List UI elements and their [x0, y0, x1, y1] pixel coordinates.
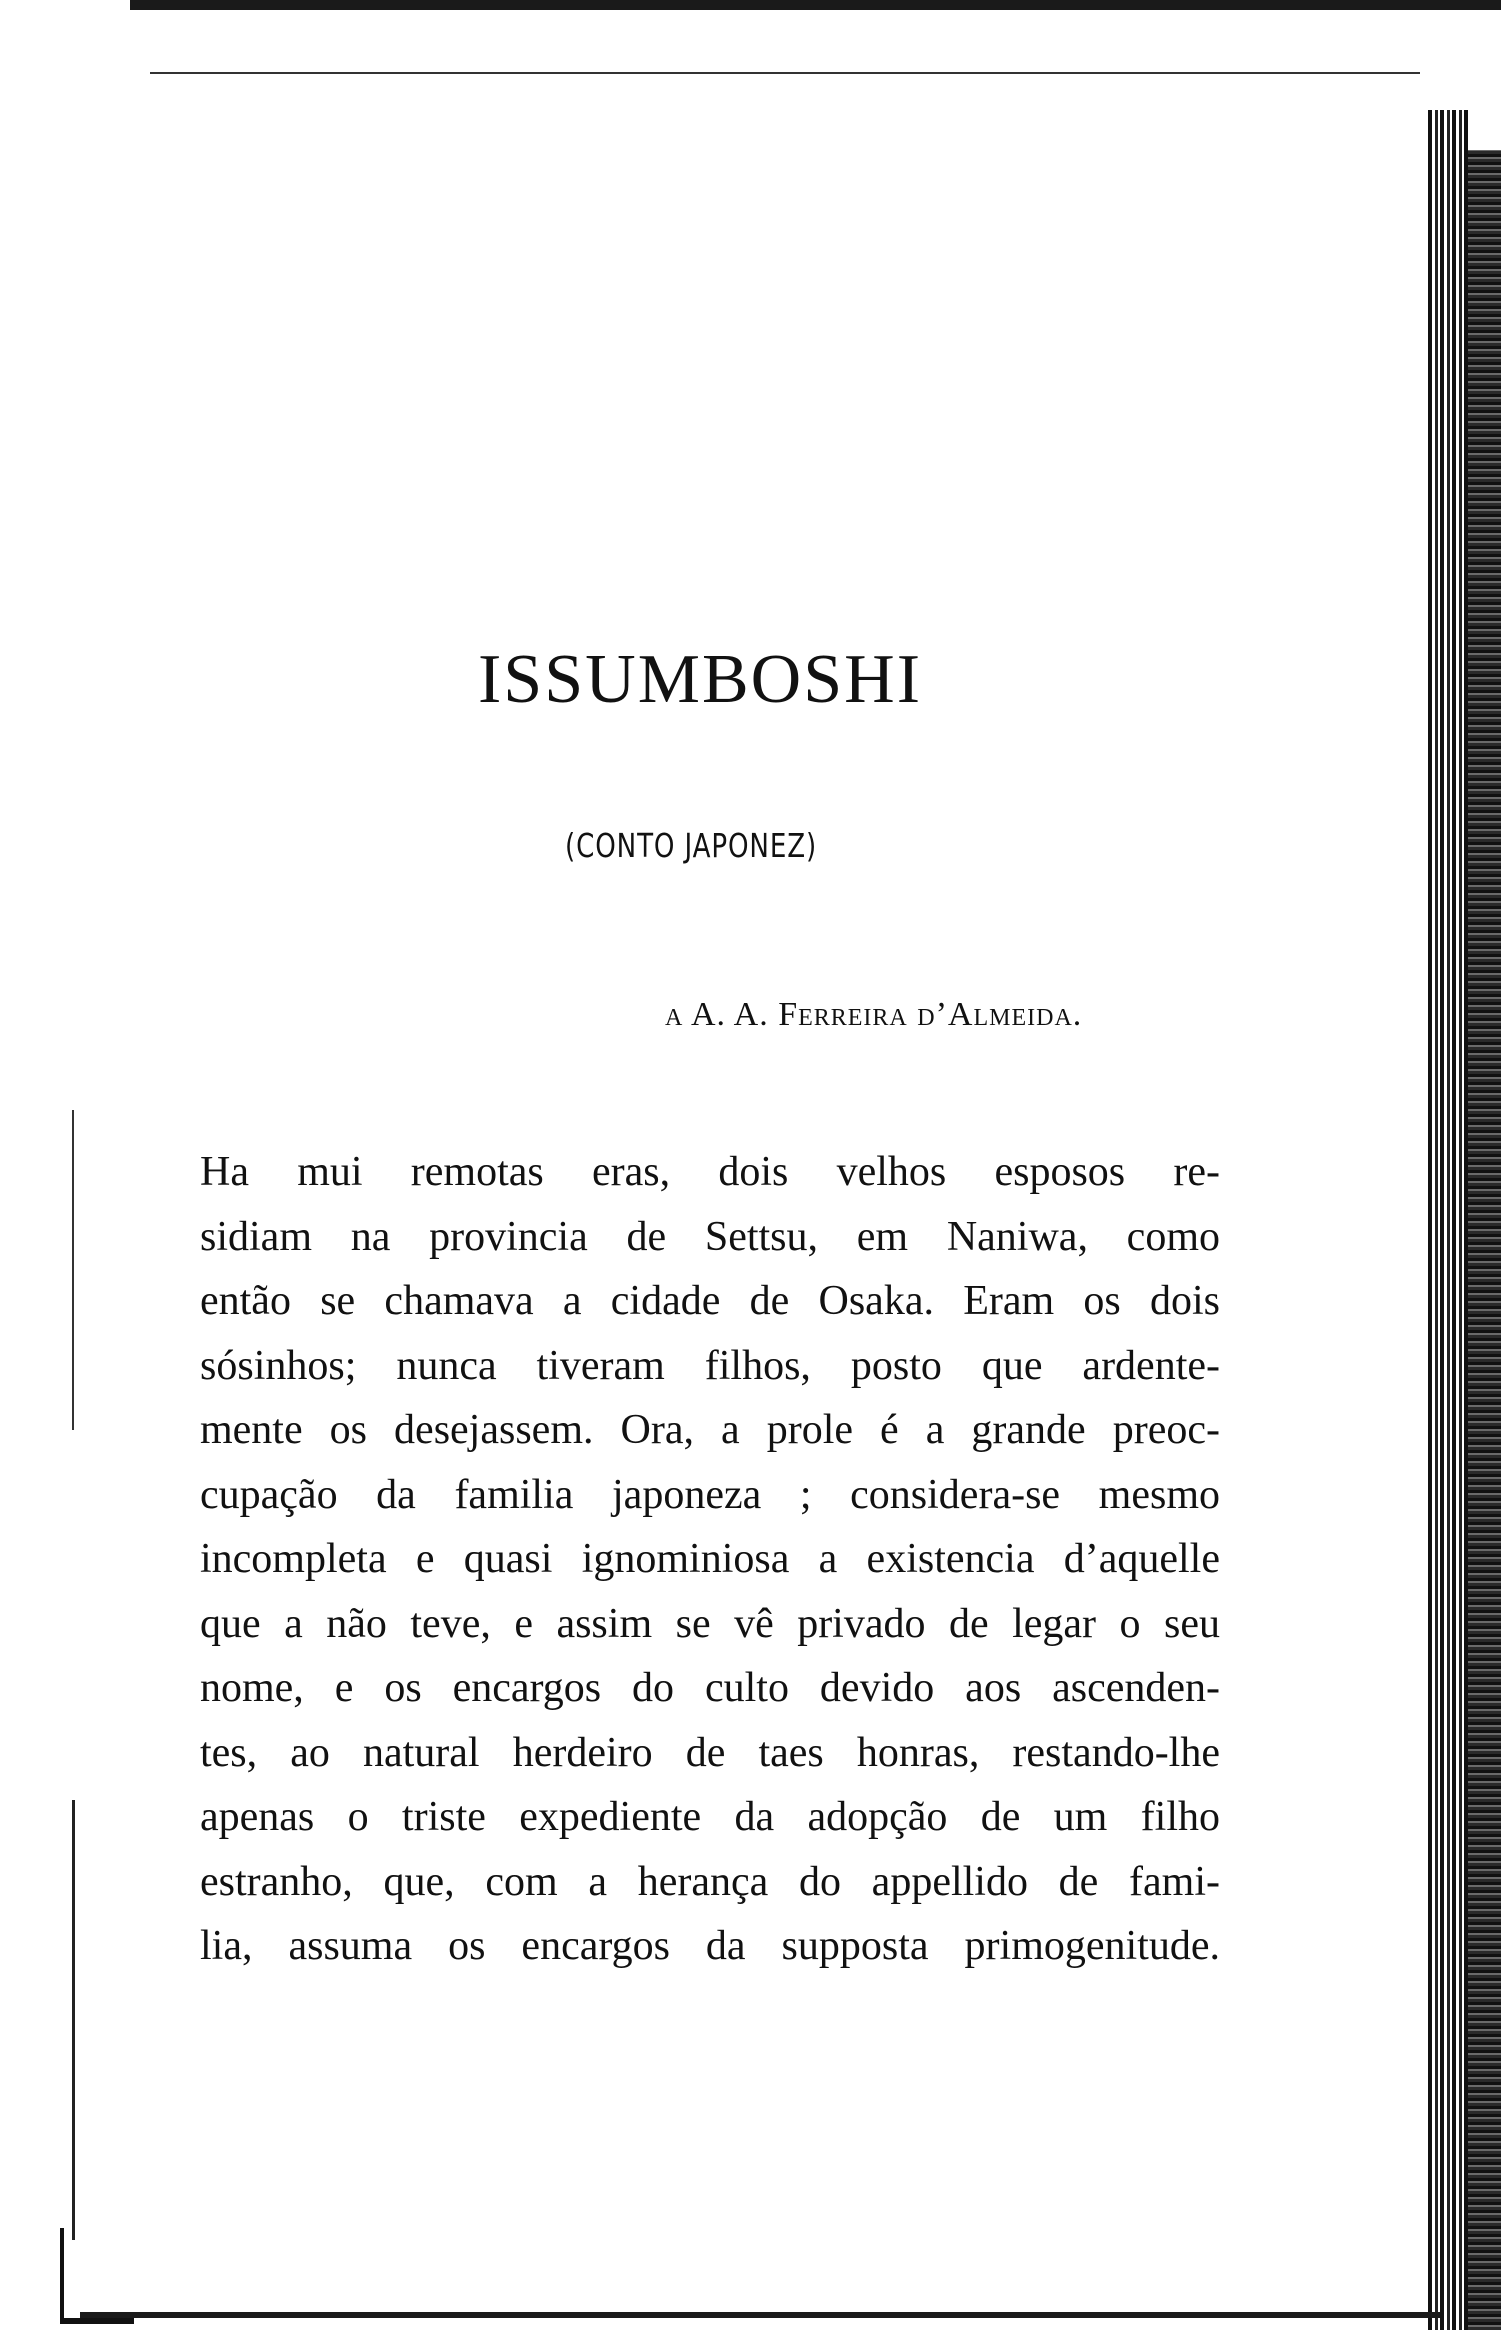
paragraph-line: sósinhos; nunca tiveram filhos, posto que ardente- [200, 1342, 1220, 1389]
scan-left-line-lower [72, 1800, 75, 2240]
scan-bottom-border [80, 2312, 1440, 2318]
body-paragraph [200, 1140, 1220, 1979]
scan-right-edge [1428, 110, 1468, 2330]
paragraph-line: mente os desejassem. Ora, a prole é a grande preoc- [200, 1407, 1220, 1453]
dedication-text: a A. A. Ferreira d’Almeida. [665, 996, 1083, 1033]
paragraph-line: cupação da familia japoneza ; considera-se mesmo [200, 1471, 1220, 1518]
paragraph-line: estranho, que, com a herança do appellido de fami- [200, 1858, 1220, 1905]
paragraph-line: que a não teve, e assim se vê privado de legar o seu [200, 1600, 1220, 1647]
scan-top-rule [150, 72, 1420, 74]
paragraph-line: sidiam na provincia de Settsu, em Naniwa, como [200, 1213, 1220, 1260]
paragraph-line: apenas o triste expediente da adopção de um filho [200, 1794, 1220, 1840]
title-text: ISSUMBOSHI [478, 641, 922, 718]
page-title [0, 640, 1400, 720]
paragraph-line: incompleta e quasi ignominiosa a existencia d’aquelle [200, 1536, 1220, 1582]
scan-top-border [130, 0, 1501, 10]
scan-left-line [72, 1110, 74, 1430]
dedication [665, 996, 1082, 1034]
paragraph-line: então se chamava a cidade de Osaka. Eram os dois [200, 1278, 1220, 1324]
paragraph-line: nome, e os encargos do culto devido aos ascenden- [200, 1665, 1220, 1711]
scan-bottom-corner [60, 2228, 134, 2324]
scan-right-texture [1468, 150, 1501, 2330]
paragraph-line: Ha mui remotas eras, dois velhos esposos re- [200, 1149, 1220, 1195]
paragraph-line: tes, ao natural herdeiro de taes honras, restando-lhe [200, 1729, 1220, 1776]
paragraph-line: lia, assuma os encargos da supposta primogenitude. [200, 1923, 1220, 1969]
page-subtitle: (CONTO JAPONEZ) [565, 826, 818, 865]
